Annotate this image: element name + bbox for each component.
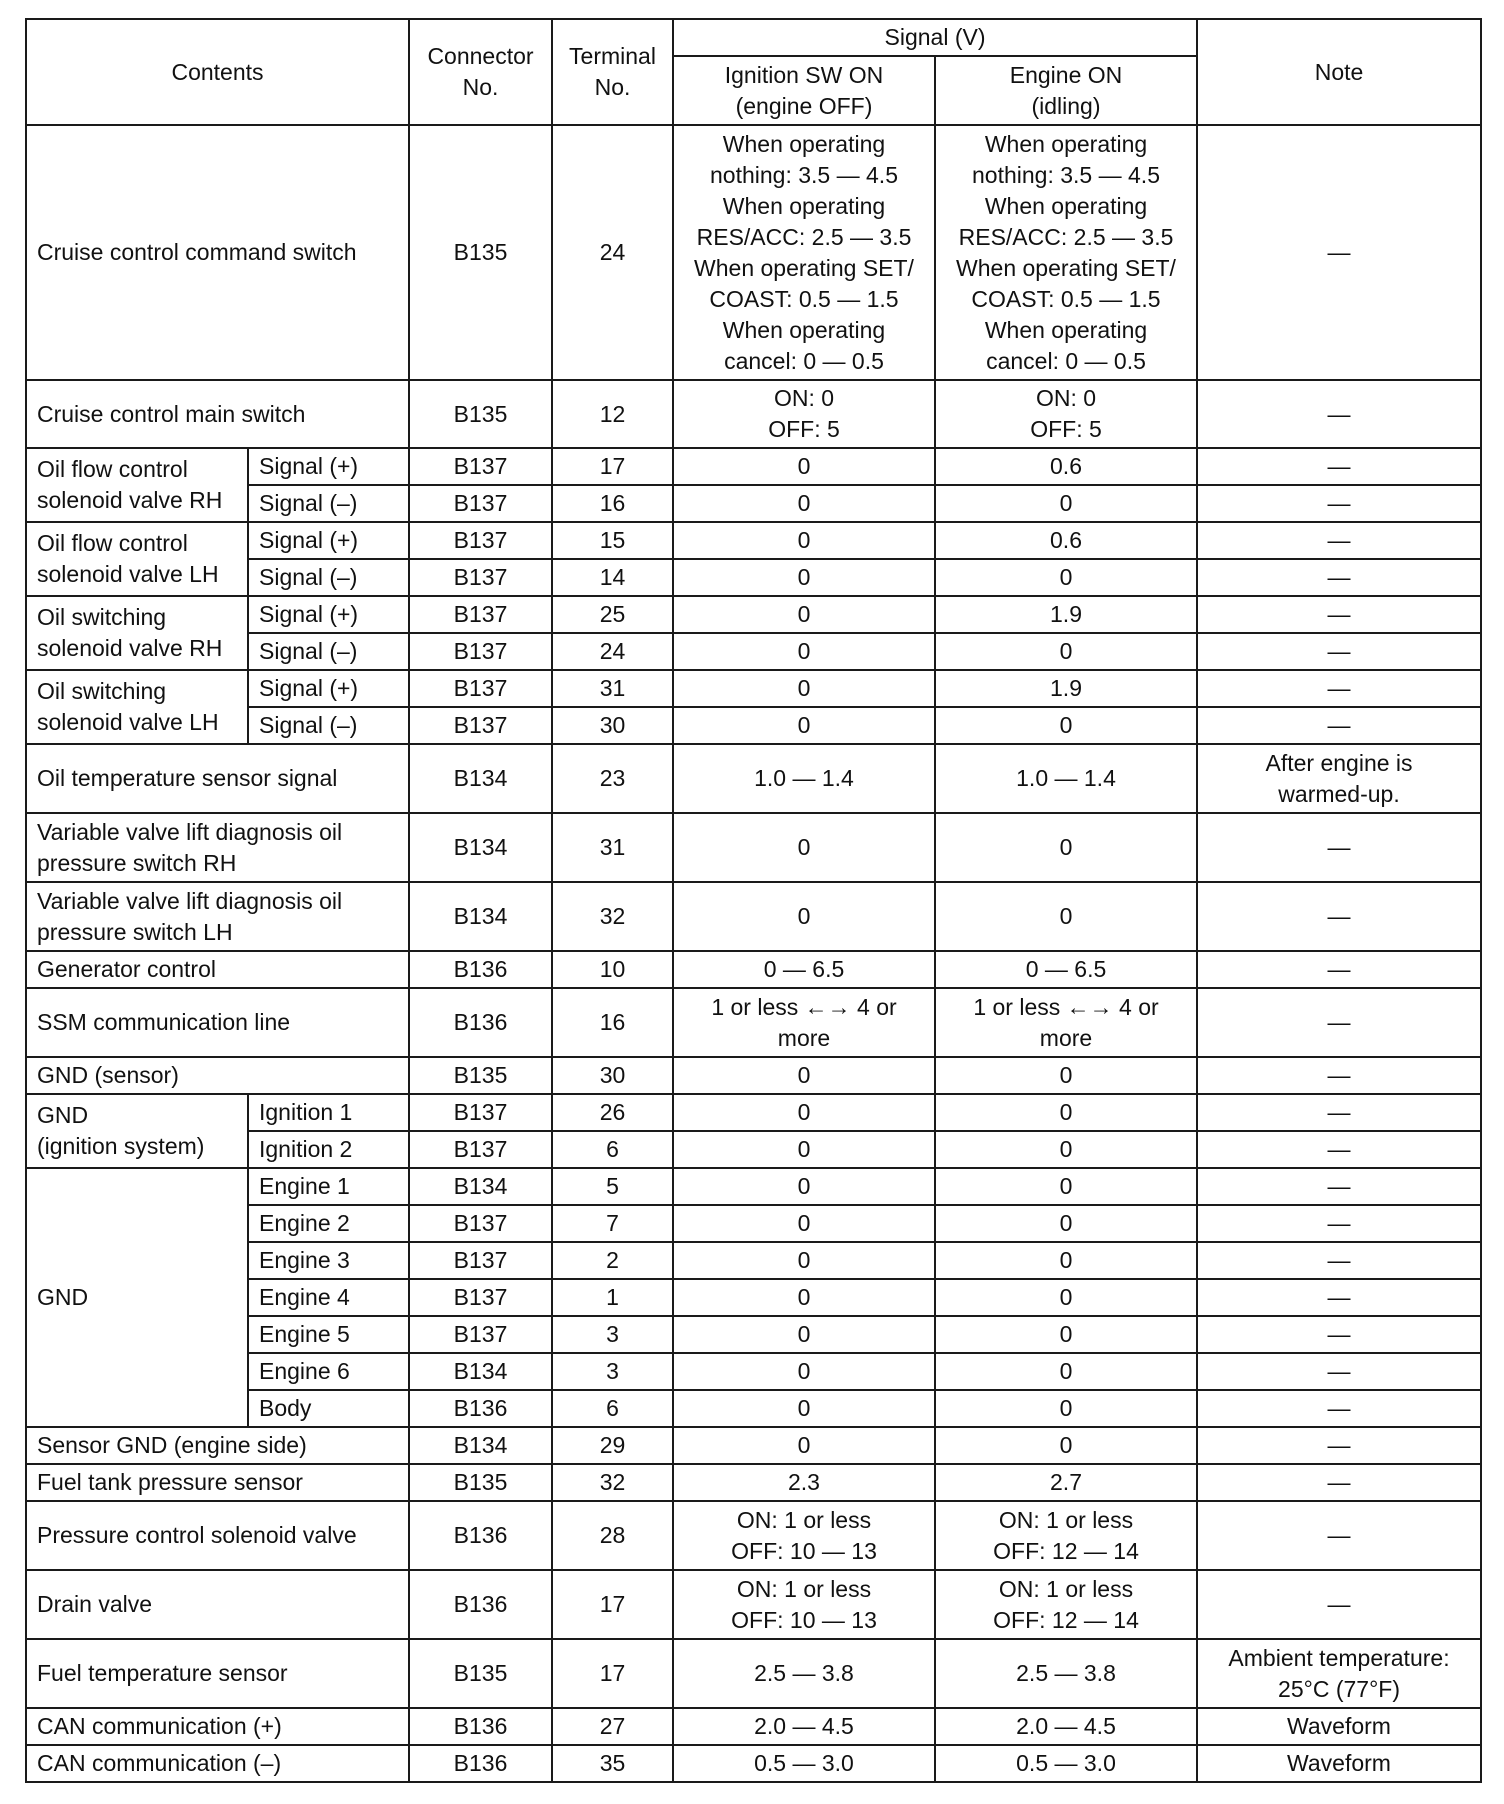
connector-no-cell: B137 (409, 1242, 552, 1279)
ignition-sw-on-signal-cell: 0 (673, 670, 935, 707)
engine-on-signal-cell: 0 (935, 1057, 1197, 1094)
header-ignition-sw-on: Ignition SW ON (engine OFF) (673, 56, 935, 125)
contents-cell: Variable valve lift diagnosis oil pressure switch LH (26, 882, 409, 951)
table-row (26, 1501, 1481, 1570)
connector-no-cell: B136 (409, 988, 552, 1057)
connector-no-cell: B137 (409, 1131, 552, 1168)
engine-on-signal-cell: 0 (935, 633, 1197, 670)
terminal-no-cell: 32 (552, 1464, 673, 1501)
terminal-no-cell: 14 (552, 559, 673, 596)
terminal-no-cell: 35 (552, 1745, 673, 1782)
note-cell: — (1197, 1464, 1481, 1501)
contents-cell: Fuel temperature sensor (26, 1639, 409, 1708)
engine-on-signal-cell: 0 (935, 559, 1197, 596)
engine-on-signal-cell: 0 (935, 1205, 1197, 1242)
connector-no-cell: B137 (409, 707, 552, 744)
ignition-sw-on-signal-cell: 0 (673, 707, 935, 744)
ignition-sw-on-signal-cell: 0 (673, 633, 935, 670)
contents-group-cell: Oil flow control solenoid valve RH (26, 448, 248, 522)
terminal-no-cell: 2 (552, 1242, 673, 1279)
ignition-sw-on-signal-cell: 1.0 — 1.4 (673, 744, 935, 813)
contents-group-cell: Oil switching solenoid valve RH (26, 596, 248, 670)
table-row (26, 1427, 1481, 1464)
note-cell: — (1197, 125, 1481, 380)
note-cell: — (1197, 988, 1481, 1057)
connector-no-cell: B137 (409, 448, 552, 485)
note-cell: — (1197, 707, 1481, 744)
table-row (26, 125, 1481, 380)
header-contents: Contents (26, 19, 409, 125)
contents-sub-cell: Signal (+) (248, 596, 409, 633)
ignition-sw-on-signal-cell: 0 (673, 1427, 935, 1464)
terminal-no-cell: 31 (552, 813, 673, 882)
contents-cell: GND (sensor) (26, 1057, 409, 1094)
note-cell: — (1197, 951, 1481, 988)
terminal-no-cell: 30 (552, 707, 673, 744)
contents-cell: Fuel tank pressure sensor (26, 1464, 409, 1501)
connector-no-cell: B134 (409, 1168, 552, 1205)
engine-on-signal-cell: 0 (935, 1131, 1197, 1168)
note-cell: — (1197, 1501, 1481, 1570)
connector-no-cell: B137 (409, 633, 552, 670)
connector-no-cell: B134 (409, 744, 552, 813)
ignition-sw-on-signal-cell: 0 (673, 485, 935, 522)
engine-on-signal-cell: 0 (935, 707, 1197, 744)
terminal-no-cell: 15 (552, 522, 673, 559)
connector-no-cell: B137 (409, 596, 552, 633)
table-row (26, 1639, 1481, 1708)
ignition-sw-on-signal-cell: 0 (673, 522, 935, 559)
terminal-no-cell: 16 (552, 485, 673, 522)
contents-group-cell: GND (26, 1168, 248, 1427)
contents-sub-cell: Ignition 2 (248, 1131, 409, 1168)
connector-no-cell: B134 (409, 1427, 552, 1464)
engine-on-signal-cell: ON: 1 or less OFF: 12 — 14 (935, 1501, 1197, 1570)
contents-sub-cell: Signal (–) (248, 633, 409, 670)
contents-sub-cell: Body (248, 1390, 409, 1427)
terminal-no-cell: 17 (552, 1570, 673, 1639)
note-cell: — (1197, 1131, 1481, 1168)
note-cell: — (1197, 1279, 1481, 1316)
connector-no-cell: B137 (409, 559, 552, 596)
contents-sub-cell: Signal (–) (248, 559, 409, 596)
engine-on-signal-cell: 0 (935, 882, 1197, 951)
ignition-sw-on-signal-cell: 0 (673, 882, 935, 951)
table-row (26, 1464, 1481, 1501)
note-cell: Waveform (1197, 1745, 1481, 1782)
table-row (26, 1057, 1481, 1094)
terminal-no-cell: 24 (552, 125, 673, 380)
connector-no-cell: B136 (409, 1708, 552, 1745)
ignition-sw-on-signal-cell: 1 or less ←→ 4 or more (673, 988, 935, 1057)
engine-on-signal-cell: 2.0 — 4.5 (935, 1708, 1197, 1745)
connector-no-cell: B136 (409, 1501, 552, 1570)
engine-on-signal-cell: 2.7 (935, 1464, 1197, 1501)
table-row (26, 951, 1481, 988)
terminal-no-cell: 6 (552, 1131, 673, 1168)
terminal-signal-table-container (25, 18, 1480, 1783)
engine-on-signal-cell: 1.9 (935, 596, 1197, 633)
contents-cell: Variable valve lift diagnosis oil pressure switch RH (26, 813, 409, 882)
connector-no-cell: B135 (409, 1639, 552, 1708)
ignition-sw-on-signal-cell: 0 (673, 1205, 935, 1242)
terminal-no-cell: 12 (552, 380, 673, 448)
contents-group-cell: GND (ignition system) (26, 1094, 248, 1168)
terminal-no-cell: 3 (552, 1316, 673, 1353)
header-signal: Signal (V) (673, 19, 1197, 56)
terminal-no-cell: 32 (552, 882, 673, 951)
terminal-no-cell: 17 (552, 448, 673, 485)
note-cell: Waveform (1197, 1708, 1481, 1745)
engine-on-signal-cell: 0 (935, 1279, 1197, 1316)
contents-cell: Generator control (26, 951, 409, 988)
engine-on-signal-cell: 2.5 — 3.8 (935, 1639, 1197, 1708)
contents-sub-cell: Engine 6 (248, 1353, 409, 1390)
contents-cell: Cruise control main switch (26, 380, 409, 448)
note-cell: After engine is warmed-up. (1197, 744, 1481, 813)
ignition-sw-on-signal-cell: 0 — 6.5 (673, 951, 935, 988)
contents-cell: CAN communication (+) (26, 1708, 409, 1745)
header-note: Note (1197, 19, 1481, 125)
note-cell: — (1197, 448, 1481, 485)
connector-no-cell: B135 (409, 380, 552, 448)
contents-group-cell: Oil switching solenoid valve LH (26, 670, 248, 744)
note-cell: — (1197, 670, 1481, 707)
terminal-no-cell: 29 (552, 1427, 673, 1464)
connector-no-cell: B135 (409, 1464, 552, 1501)
engine-on-signal-cell: 0.6 (935, 522, 1197, 559)
terminal-no-cell: 6 (552, 1390, 673, 1427)
ignition-sw-on-signal-cell: 0 (673, 1316, 935, 1353)
connector-no-cell: B134 (409, 1353, 552, 1390)
ignition-sw-on-signal-cell: 0 (673, 1094, 935, 1131)
contents-sub-cell: Signal (–) (248, 485, 409, 522)
note-cell: — (1197, 380, 1481, 448)
note-cell: — (1197, 485, 1481, 522)
ignition-sw-on-signal-cell: When operating nothing: 3.5 — 4.5 When operating RES/ACC: 2.5 — 3.5 When operating SET/ COAST: 0.5 — 1.5 When operating cancel: 0 — 0.5 (673, 125, 935, 380)
table-row (26, 522, 1481, 559)
contents-cell: CAN communication (–) (26, 1745, 409, 1782)
connector-no-cell: B135 (409, 1057, 552, 1094)
contents-sub-cell: Engine 3 (248, 1242, 409, 1279)
connector-no-cell: B136 (409, 951, 552, 988)
engine-on-signal-cell: When operating nothing: 3.5 — 4.5 When operating RES/ACC: 2.5 — 3.5 When operating SET/ COAST: 0.5 — 1.5 When operating cancel: 0 — 0.5 (935, 125, 1197, 380)
ignition-sw-on-signal-cell: 0 (673, 1168, 935, 1205)
header-terminal-no: Terminal No. (552, 19, 673, 125)
contents-sub-cell: Signal (+) (248, 522, 409, 559)
ignition-sw-on-signal-cell: 0 (673, 813, 935, 882)
terminal-no-cell: 26 (552, 1094, 673, 1131)
connector-no-cell: B137 (409, 1094, 552, 1131)
note-cell: — (1197, 813, 1481, 882)
header-connector-no: Connector No. (409, 19, 552, 125)
engine-on-signal-cell: 1 or less ←→ 4 or more (935, 988, 1197, 1057)
terminal-no-cell: 23 (552, 744, 673, 813)
engine-on-signal-cell: 1.0 — 1.4 (935, 744, 1197, 813)
contents-cell: Cruise control command switch (26, 125, 409, 380)
connector-no-cell: B136 (409, 1745, 552, 1782)
ignition-sw-on-signal-cell: 2.0 — 4.5 (673, 1708, 935, 1745)
table-row (26, 1094, 1481, 1131)
contents-sub-cell: Signal (+) (248, 670, 409, 707)
note-cell: — (1197, 1427, 1481, 1464)
note-cell: — (1197, 559, 1481, 596)
engine-on-signal-cell: ON: 1 or less OFF: 12 — 14 (935, 1570, 1197, 1639)
terminal-no-cell: 1 (552, 1279, 673, 1316)
engine-on-signal-cell: 0 (935, 485, 1197, 522)
table-row (26, 1708, 1481, 1745)
note-cell: — (1197, 633, 1481, 670)
table-row (26, 1168, 1481, 1205)
connector-no-cell: B134 (409, 813, 552, 882)
connector-no-cell: B136 (409, 1570, 552, 1639)
terminal-no-cell: 7 (552, 1205, 673, 1242)
table-row (26, 448, 1481, 485)
contents-cell: Sensor GND (engine side) (26, 1427, 409, 1464)
terminal-no-cell: 28 (552, 1501, 673, 1570)
contents-cell: Pressure control solenoid valve (26, 1501, 409, 1570)
engine-on-signal-cell: 0 (935, 1353, 1197, 1390)
terminal-no-cell: 25 (552, 596, 673, 633)
engine-on-signal-cell: 0 (935, 1168, 1197, 1205)
ignition-sw-on-signal-cell: 0 (673, 1242, 935, 1279)
ignition-sw-on-signal-cell: 0 (673, 1279, 935, 1316)
terminal-no-cell: 5 (552, 1168, 673, 1205)
table-row (26, 744, 1481, 813)
note-cell: — (1197, 1094, 1481, 1131)
table-row (26, 670, 1481, 707)
connector-no-cell: B136 (409, 1390, 552, 1427)
terminal-no-cell: 10 (552, 951, 673, 988)
table-header (26, 19, 1481, 125)
table-row (26, 1570, 1481, 1639)
connector-no-cell: B137 (409, 1316, 552, 1353)
ignition-sw-on-signal-cell: 0 (673, 448, 935, 485)
terminal-no-cell: 30 (552, 1057, 673, 1094)
terminal-signal-table (25, 18, 1482, 1783)
engine-on-signal-cell: 0.5 — 3.0 (935, 1745, 1197, 1782)
terminal-no-cell: 27 (552, 1708, 673, 1745)
contents-sub-cell: Ignition 1 (248, 1094, 409, 1131)
connector-no-cell: B137 (409, 1205, 552, 1242)
connector-no-cell: B135 (409, 125, 552, 380)
contents-sub-cell: Engine 2 (248, 1205, 409, 1242)
engine-on-signal-cell: 0.6 (935, 448, 1197, 485)
connector-no-cell: B137 (409, 485, 552, 522)
contents-group-cell: Oil flow control solenoid valve LH (26, 522, 248, 596)
engine-on-signal-cell: 0 (935, 1242, 1197, 1279)
connector-no-cell: B137 (409, 522, 552, 559)
table-row (26, 988, 1481, 1057)
terminal-no-cell: 17 (552, 1639, 673, 1708)
engine-on-signal-cell: 0 (935, 813, 1197, 882)
header-engine-on: Engine ON (idling) (935, 56, 1197, 125)
contents-sub-cell: Engine 4 (248, 1279, 409, 1316)
contents-cell: Drain valve (26, 1570, 409, 1639)
note-cell: Ambient temperature: 25°C (77°F) (1197, 1639, 1481, 1708)
ignition-sw-on-signal-cell: 0 (673, 1390, 935, 1427)
note-cell: — (1197, 1168, 1481, 1205)
note-cell: — (1197, 1353, 1481, 1390)
table-row (26, 813, 1481, 882)
contents-sub-cell: Signal (–) (248, 707, 409, 744)
ignition-sw-on-signal-cell: ON: 0 OFF: 5 (673, 380, 935, 448)
table-body (26, 125, 1481, 1782)
ignition-sw-on-signal-cell: 0 (673, 1353, 935, 1390)
note-cell: — (1197, 1570, 1481, 1639)
note-cell: — (1197, 1242, 1481, 1279)
ignition-sw-on-signal-cell: 0 (673, 596, 935, 633)
ignition-sw-on-signal-cell: ON: 1 or less OFF: 10 — 13 (673, 1501, 935, 1570)
contents-cell: Oil temperature sensor signal (26, 744, 409, 813)
ignition-sw-on-signal-cell: 0 (673, 559, 935, 596)
contents-sub-cell: Engine 5 (248, 1316, 409, 1353)
ignition-sw-on-signal-cell: 2.5 — 3.8 (673, 1639, 935, 1708)
ignition-sw-on-signal-cell: 0 (673, 1057, 935, 1094)
note-cell: — (1197, 1057, 1481, 1094)
table-row (26, 1745, 1481, 1782)
engine-on-signal-cell: 0 (935, 1094, 1197, 1131)
engine-on-signal-cell: ON: 0 OFF: 5 (935, 380, 1197, 448)
contents-sub-cell: Engine 1 (248, 1168, 409, 1205)
connector-no-cell: B134 (409, 882, 552, 951)
ignition-sw-on-signal-cell: 2.3 (673, 1464, 935, 1501)
note-cell: — (1197, 596, 1481, 633)
ignition-sw-on-signal-cell: 0.5 — 3.0 (673, 1745, 935, 1782)
connector-no-cell: B137 (409, 1279, 552, 1316)
contents-cell: SSM communication line (26, 988, 409, 1057)
contents-sub-cell: Signal (+) (248, 448, 409, 485)
connector-no-cell: B137 (409, 670, 552, 707)
note-cell: — (1197, 882, 1481, 951)
table-row (26, 380, 1481, 448)
engine-on-signal-cell: 0 — 6.5 (935, 951, 1197, 988)
note-cell: — (1197, 522, 1481, 559)
engine-on-signal-cell: 0 (935, 1427, 1197, 1464)
engine-on-signal-cell: 0 (935, 1316, 1197, 1353)
terminal-no-cell: 3 (552, 1353, 673, 1390)
engine-on-signal-cell: 1.9 (935, 670, 1197, 707)
note-cell: — (1197, 1390, 1481, 1427)
table-row (26, 596, 1481, 633)
terminal-no-cell: 24 (552, 633, 673, 670)
note-cell: — (1197, 1205, 1481, 1242)
engine-on-signal-cell: 0 (935, 1390, 1197, 1427)
note-cell: — (1197, 1316, 1481, 1353)
terminal-no-cell: 16 (552, 988, 673, 1057)
terminal-no-cell: 31 (552, 670, 673, 707)
ignition-sw-on-signal-cell: 0 (673, 1131, 935, 1168)
ignition-sw-on-signal-cell: ON: 1 or less OFF: 10 — 13 (673, 1570, 935, 1639)
table-row (26, 882, 1481, 951)
